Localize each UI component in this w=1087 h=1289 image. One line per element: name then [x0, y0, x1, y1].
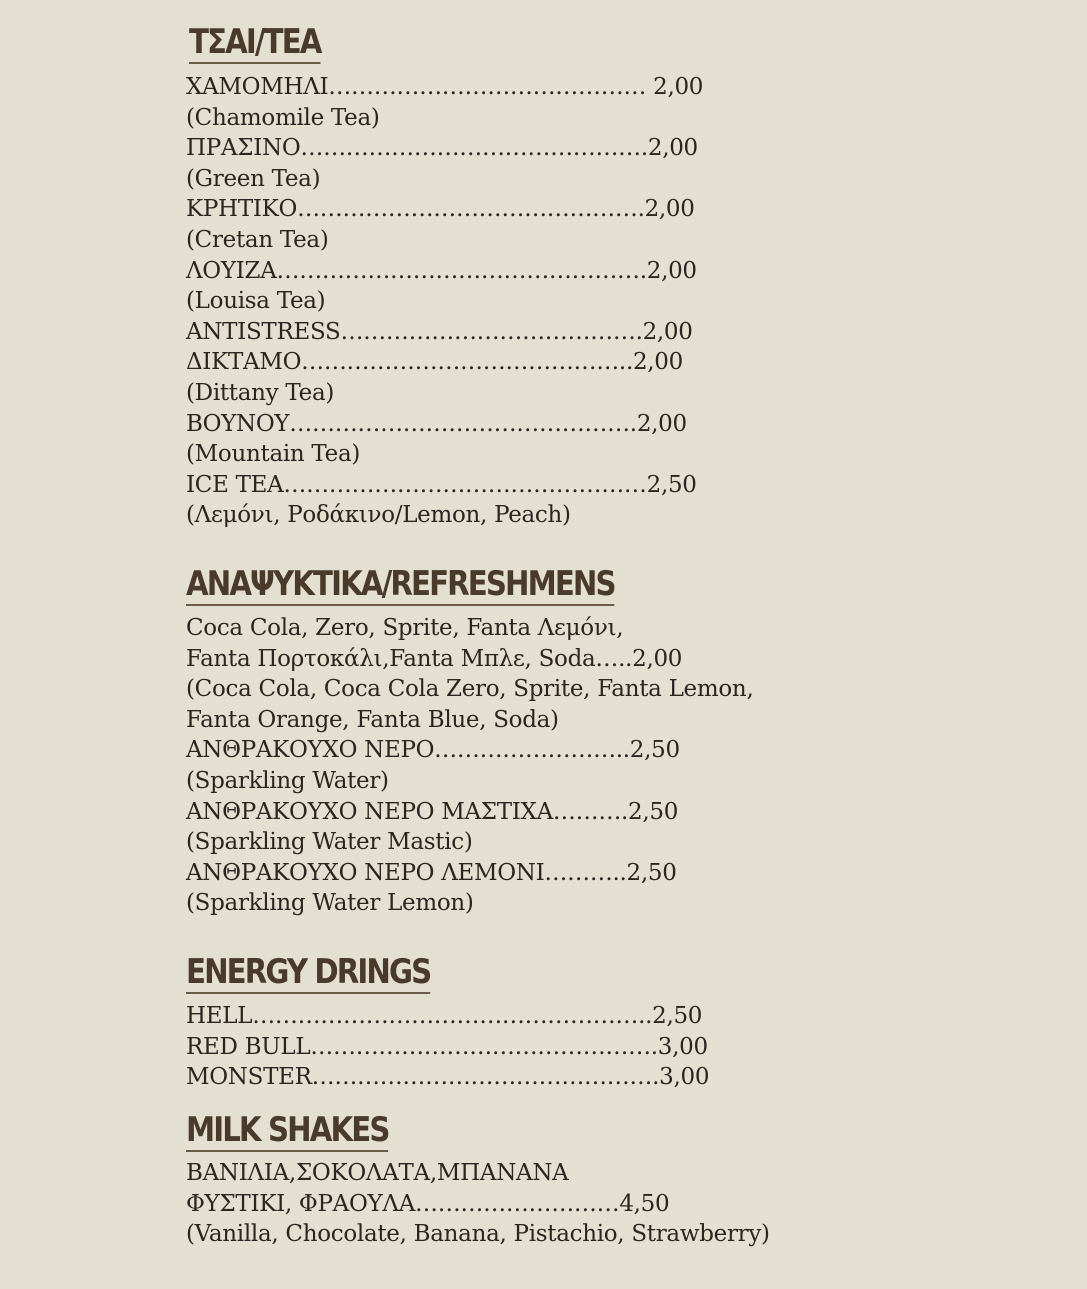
menu-item-sparkling-water: ΑΝΘΡΑΚΟΥΧΟ ΝΕΡΟ……………………..2,50 — [186, 737, 680, 764]
energy-drinks-items — [186, 1001, 946, 1093]
menu-item-sparkling-water-mastic: ΑΝΘΡΑΚΟΥΧΟ ΝΕΡΟ ΜΑΣΤΙΧΑ……….2,50 — [186, 798, 679, 825]
menu-item-chamomile: ΧΑΜΟΜΗΛΙ…………………………………… 2,00 — [186, 74, 704, 100]
menu-item-green-tea: ΠΡΑΣΙΝΟ……………………………………….2,00 — [186, 135, 698, 162]
menu-item-soft-drinks-price: Fanta Πορτοκάλι,Fanta Μπλε, Soda…..2,00 — [186, 645, 683, 672]
section-heading-milk-shakes: MILK SHAKES — [186, 1110, 389, 1150]
menu-item-translation: (Vanilla, Chocolate, Banana, Pistachio, Strawberry) — [186, 1221, 770, 1248]
refreshments-items — [186, 613, 946, 919]
menu-item-hell: HELL……………………………………………..2,50 — [186, 1003, 703, 1029]
energy-drinks-section — [186, 952, 946, 994]
menu-item-milkshake-price: ΦΥΣΤΙΚΙ, ΦΡΑΟΥΛΑ………………………4,50 — [186, 1190, 670, 1217]
section-heading-energy-drinks: ENERGY DRINGS — [186, 952, 431, 992]
menu-item-mountain-tea: ΒΟΥΝΟΥ……………………………………….2,00 — [186, 410, 687, 437]
menu-item-translation: (Green Tea) — [186, 165, 321, 192]
menu-item-translation: (Mountain Tea) — [186, 441, 361, 468]
menu-item-translation: Fanta Orange, Fanta Blue, Soda) — [186, 706, 559, 733]
menu-item-sparkling-water-lemon: ΑΝΘΡΑΚΟΥΧΟ ΝΕΡΟ ΛΕΜΟΝΙ………..2,50 — [186, 859, 677, 886]
milk-shakes-items — [186, 1158, 946, 1250]
menu-item-cretan-tea: ΚΡΗΤΙΚΟ……………………………………….2,00 — [186, 196, 695, 223]
menu-item-dittany: ΔΙΚΤΑΜΟ……………………………………..2,00 — [186, 349, 683, 376]
menu-item-milkshake-flavors: ΒΑΝΙΛΙΑ,ΣΟΚΟΛΑΤΑ,ΜΠΑΝΑΝΑ — [186, 1160, 569, 1186]
tea-section — [189, 22, 949, 64]
milk-shakes-section — [186, 1110, 946, 1152]
menu-item-translation: (Coca Cola, Coca Cola Zero, Sprite, Fanta Lemon, — [186, 676, 754, 703]
menu-item-louisa: ΛΟΥΙΖΑ………………………………………….2,00 — [186, 257, 697, 284]
refreshments-section — [186, 564, 946, 606]
menu-item-monster: MONSTER……………………………………….3,00 — [186, 1064, 710, 1091]
menu-item-soft-drinks: Coca Cola, Zero, Sprite, Fanta Λεμόνι, — [186, 615, 624, 641]
menu-item-antistress: ANTISTRESS………………………………….2,00 — [186, 318, 693, 345]
section-heading-tea: ΤΣΑΙ/TEA — [189, 22, 321, 62]
menu-item-translation: (Cretan Tea) — [186, 226, 329, 253]
menu-item-red-bull: RED BULL……………………………………….3,00 — [186, 1033, 708, 1060]
menu-item-translation: (Dittany Tea) — [186, 379, 335, 406]
menu-item-ice-tea: ICE TEA…………………………………………2,50 — [186, 471, 697, 498]
menu-item-translation: (Louisa Tea) — [186, 288, 326, 315]
section-heading-refreshments: ΑΝΑΨΥΚΤΙΚΑ/REFRESHMENS — [186, 564, 615, 604]
tea-items — [186, 72, 946, 531]
menu-item-translation: (Chamomile Tea) — [186, 104, 380, 131]
menu-item-translation: (Sparkling Water) — [186, 767, 389, 794]
menu-item-translation: (Λεμόνι, Ροδάκινο/Lemon, Peach) — [186, 502, 571, 529]
menu-item-translation: (Sparkling Water Lemon) — [186, 890, 474, 917]
menu-item-translation: (Sparkling Water Mastic) — [186, 829, 473, 856]
